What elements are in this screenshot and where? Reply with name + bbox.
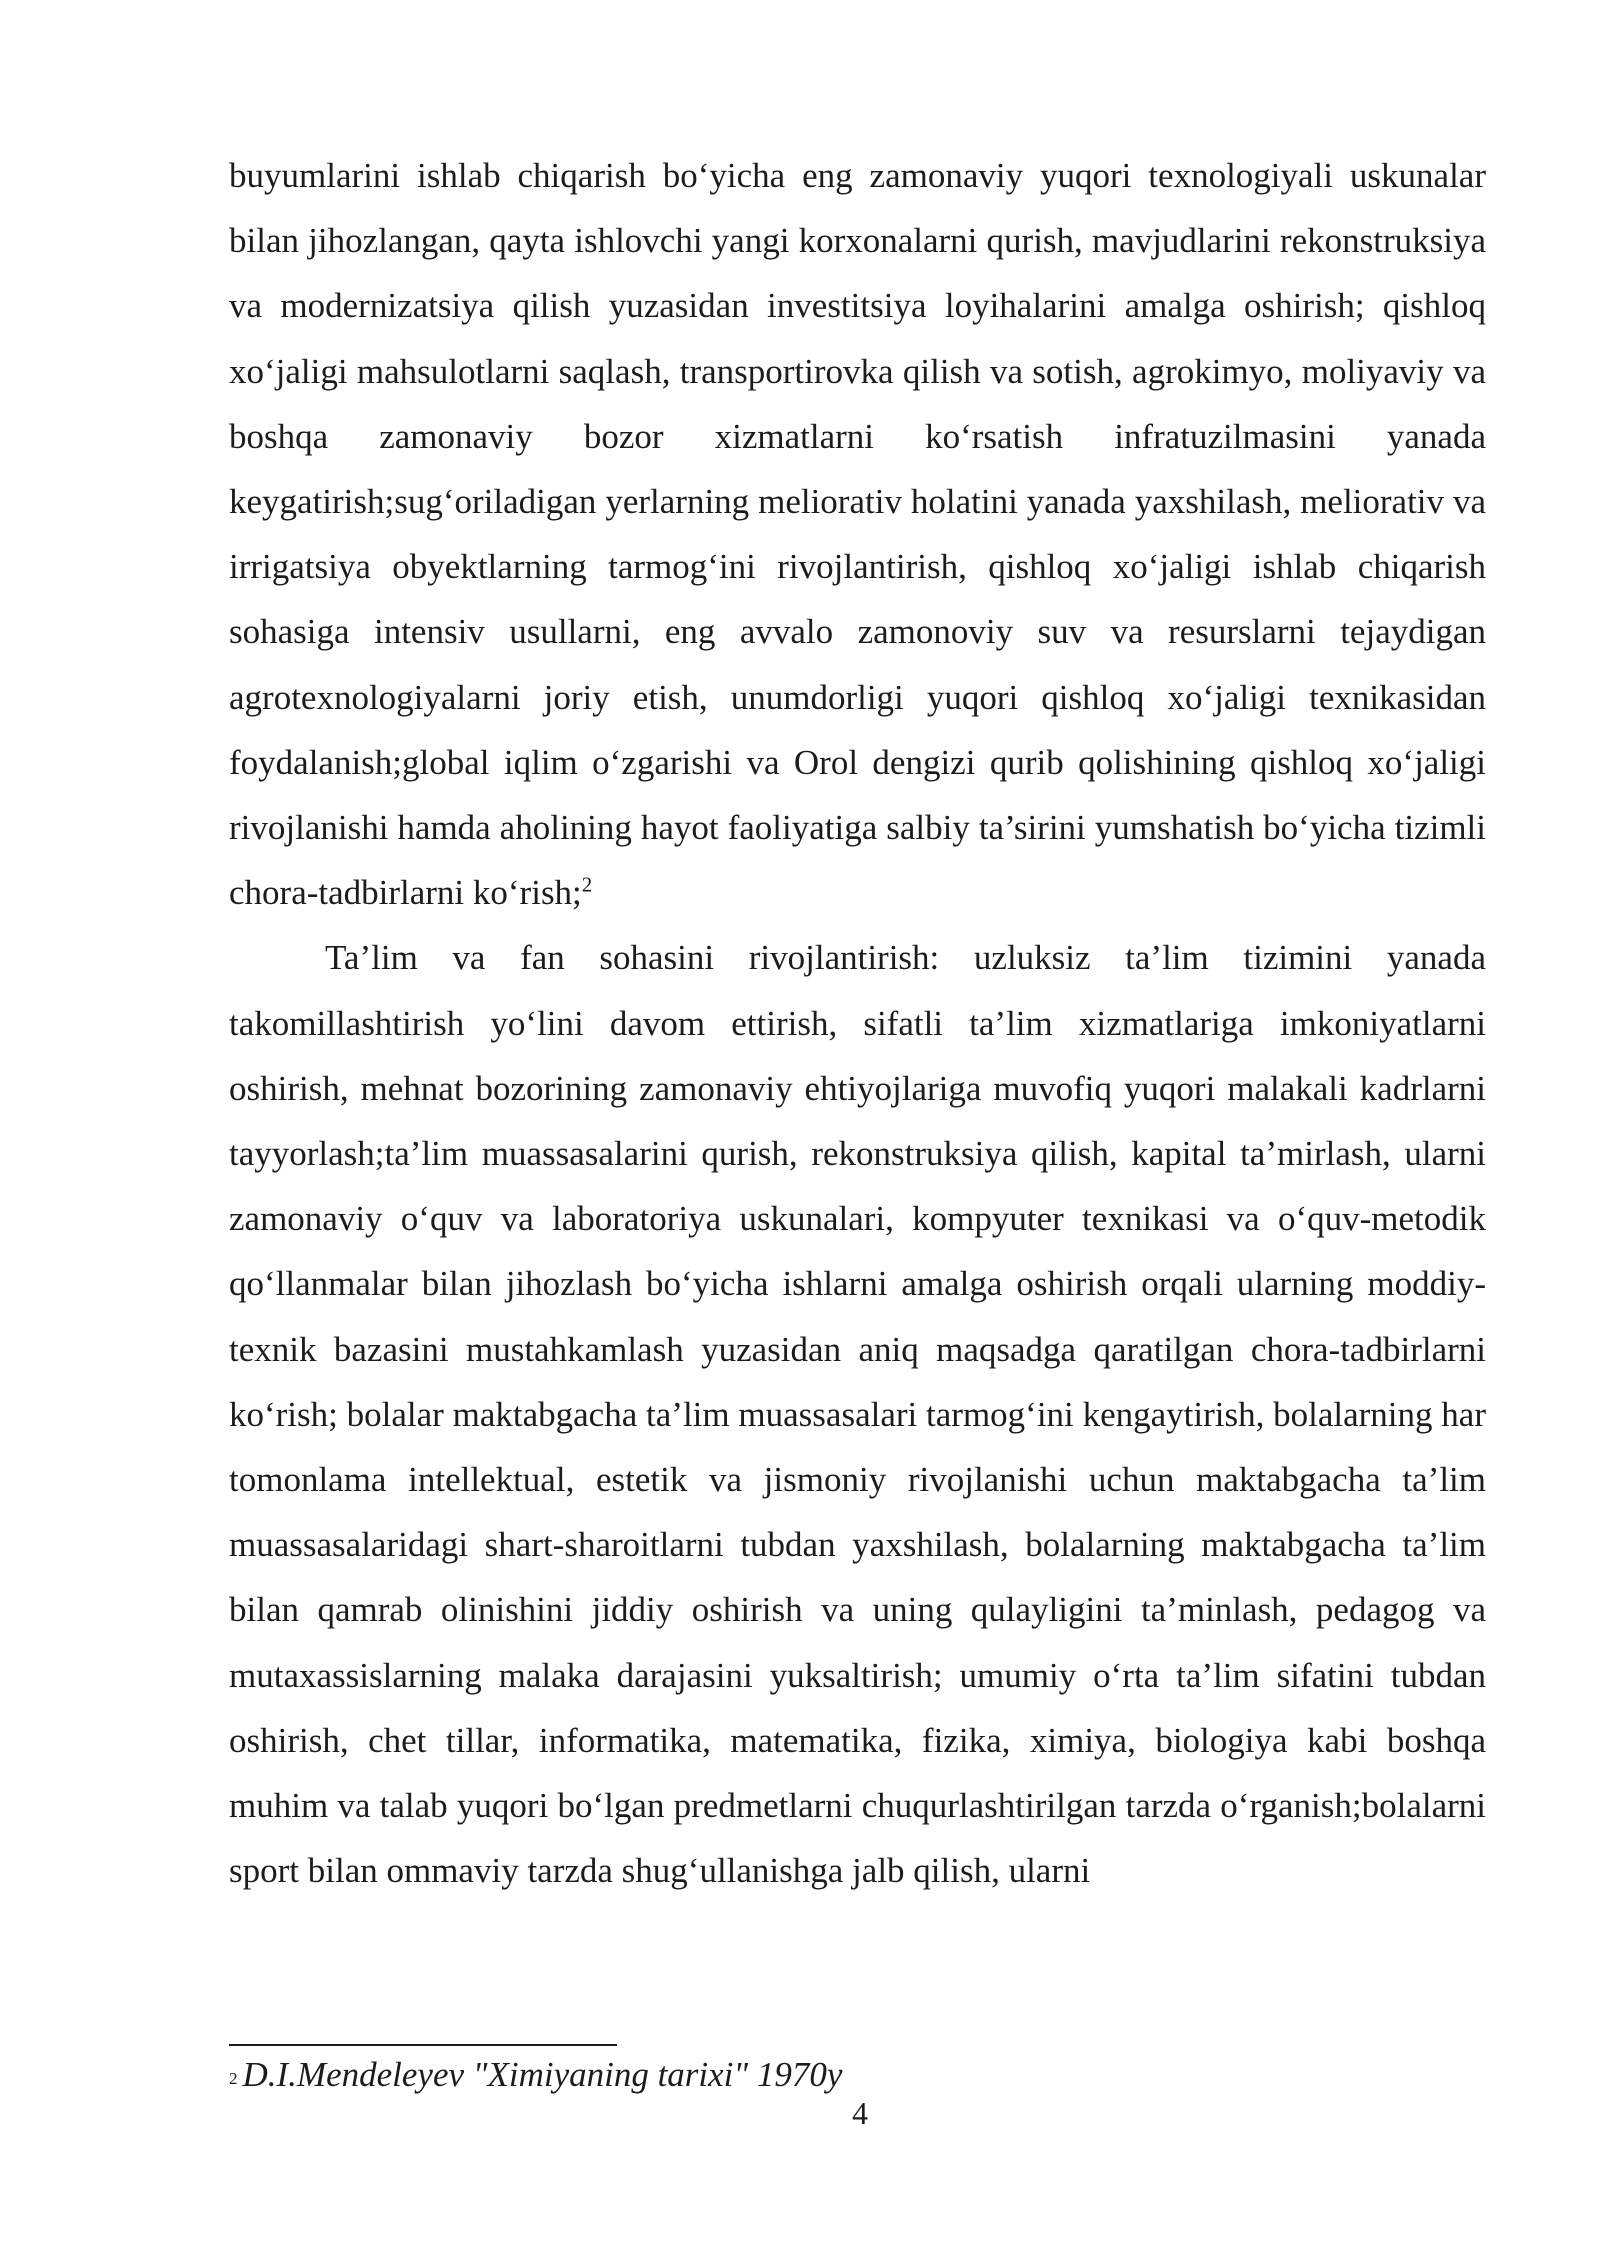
footnote-separator bbox=[229, 2044, 617, 2046]
page-number: 4 bbox=[852, 2095, 868, 2131]
footnote-text: D.I.Mendeleyev "Ximiyaning tarixi" 1970y bbox=[242, 2055, 843, 2094]
paragraph-text: buyumlarini ishlab chiqarish bo‘yicha eng zamonaviy yuqori texnologiyali uskunalar bilan jihozlangan, qayta ishlovchi yangi korxonalarni qurish, mavjudlarini rekonstruksiya va modernizatsiya qilish yuzasidan investitsiya loyihalarini amalga oshirish; qishloq xo‘jaligi mahsulotlarni saqlash, transportirovka qilish va sotish, agrokimyo, moliyaviy va boshqa zamonaviy bozor xizmatlarni ko‘rsatish infratuzilmasini yanada keygatirish;sug‘oriladigan yerlarning meliorativ holatini yanada yaxshilash, meliorativ va irrigatsiya obyektlarning tarmog‘ini rivojlantirish, qishloq xo‘jaligi ishlab chiqarish sohasiga intensiv usullarni, eng avvalo zamonoviy suv va resurslarni tejaydigan agrotexnologiyalarni joriy etish, unumdorligi yuqori qishloq xo‘jaligi texnikasidan foydalanish;global iqlim o‘zgarishi va Orol dengizi qurib qolishining qishloq xo‘jaligi rivojlanishi hamda aholining hayot faoliyatiga salbiy ta’sirini yumshatish bo‘yicha tizimli chora-tadbirlarni ko‘rish; bbox=[229, 156, 1486, 913]
paragraph bbox=[229, 925, 1486, 1903]
paragraph bbox=[229, 143, 1486, 925]
paragraph-text: Ta’lim va fan sohasini rivojlantirish: uzluksiz ta’lim tizimini yanada takomillashtirish yo‘lini davom ettirish, sifatli ta’lim xizmatlariga imkoniyatlarni oshirish, mehnat bozorining zamonaviy ehtiyojlariga muvofiq yuqori malakali kadrlarni tayyorlash;ta’lim muassasalarini qurish, rekonstruksiya qilish, kapital ta’mirlash, ularni zamonaviy o‘quv va laboratoriya uskunalari, kompyuter texnikasi va o‘quv-metodik qo‘llanmalar bilan jihozlash bo‘yicha ishlarni amalga oshirish orqali ularning moddiy-texnik bazasini mustahkamlash yuzasidan aniq maqsadga qaratilgan chora-tadbirlarni ko‘rish; bolalar maktabgacha ta’lim muassasalari tarmog‘ini kengaytirish, bolalarning har tomonlama intellektual, estetik va jismoniy rivojlanishi uchun maktabgacha ta’lim muassasalaridagi shart-sharoitlarni tubdan yaxshilash, bolalarning maktabgacha ta’lim bilan qamrab olinishini jiddiy oshirish va uning qulayligini ta’minlash, pedagog va mutaxassislarning malaka darajasini yuksaltirish; umumiy o‘rta ta’lim sifatini tubdan oshirish, chet tillar, informatika, matematika, fizika, ximiya, biologiya kabi boshqa muhim va talab yuqori bo‘lgan predmetlarni chuqurlashtirilgan tarzda o‘rganish;bolalarni sport bilan ommaviy tarzda shug‘ullanishga jalb qilish, ularni bbox=[229, 938, 1486, 1891]
footnote-reference: 2 bbox=[581, 872, 593, 897]
footnote-marker: 2 bbox=[229, 2069, 238, 2088]
body-text bbox=[229, 143, 1486, 1903]
